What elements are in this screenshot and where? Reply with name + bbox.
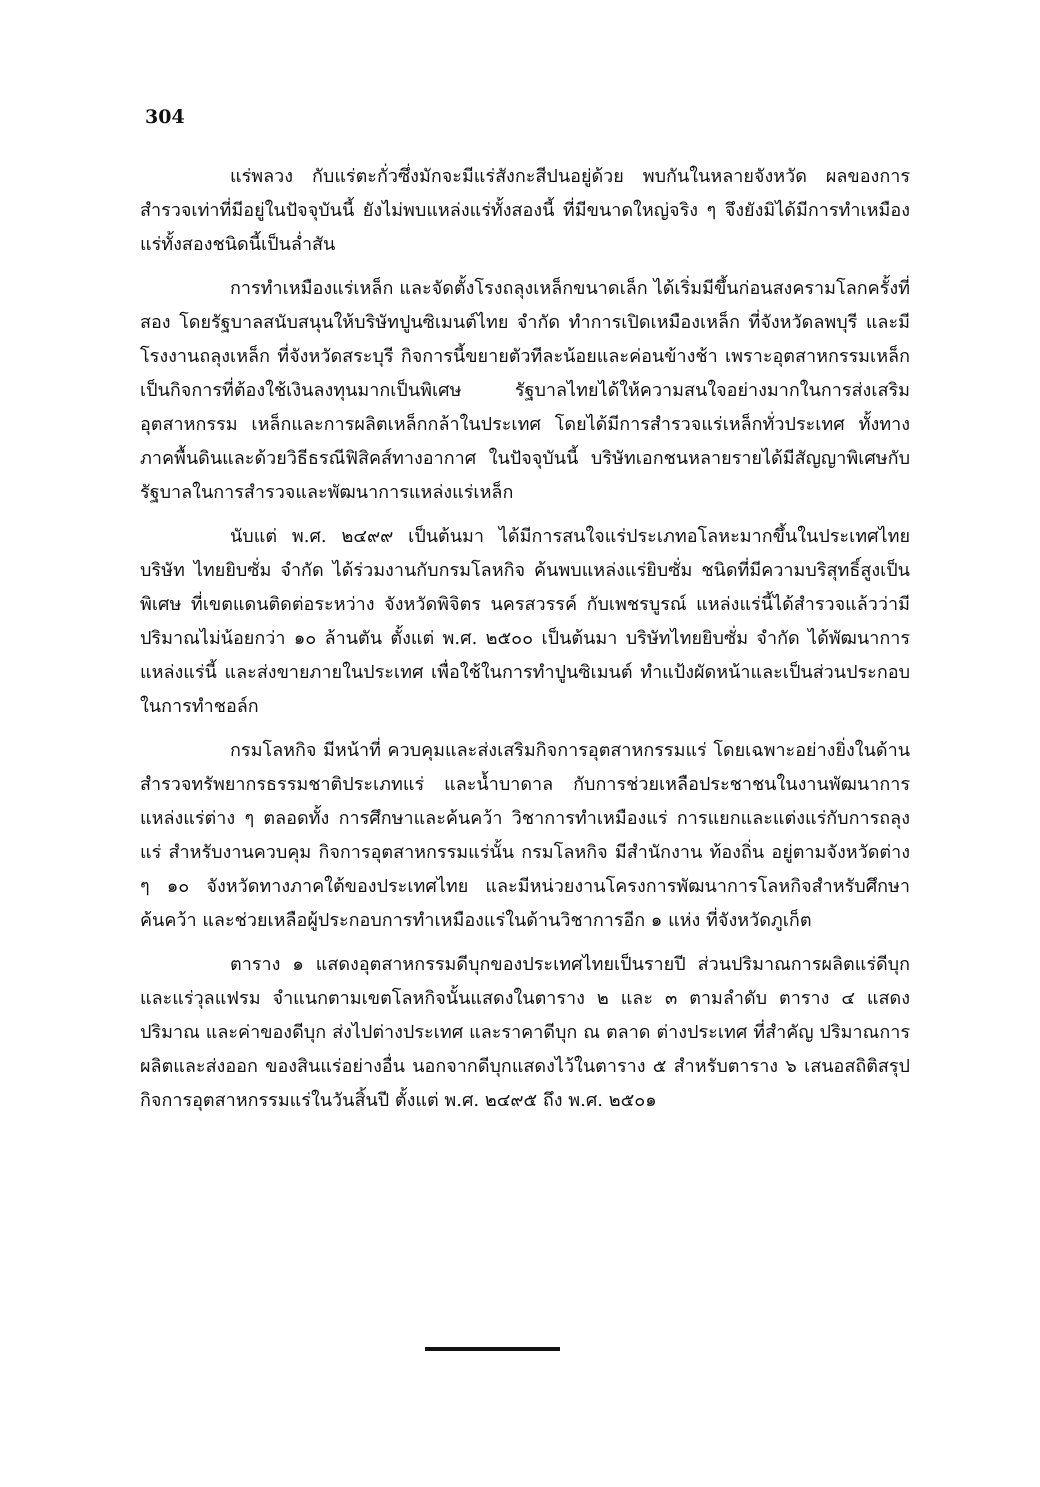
body-text — [140, 160, 910, 1118]
paragraph-department-of-mines: กรมโลหกิจ มีหน้าที่ ควบคุมและส่งเสริมกิจการอุตสาหกรรมแร่ โดยเฉพาะอย่างยิ่งในด้านสำรวจทรัพยากรธรรมชาติประเภทแร่ และน้ำบาดาล กับการช่วยเหลือประชาชนในงานพัฒนาการแหล่งแร่ต่าง ๆ ตลอดทั้ง การศึกษาและค้นคว้า วิชาการทำเหมืองแร่ การแยกและแต่งแร่กับการถลุงแร่ สำหรับงานควบคุม กิจการอุตสาหกรรมแร่นั้น กรมโลหกิจ มีสำนักงาน ท้องถิ่น อยู่ตามจังหวัดต่าง ๆ ๑๐ จังหวัดทางภาคใต้ของประเทศไทย และมีหน่วยงานโครงการพัฒนาการโลหกิจสำหรับศึกษาค้นคว้า และช่วยเหลือผู้ประกอบการทำเหมืองแร่ในด้านวิชาการอีก ๑ แห่ง ที่จังหวัดภูเก็ต — [140, 740, 910, 931]
end-of-section-rule — [425, 1347, 560, 1351]
paragraph-tables-summary: ตาราง ๑ แสดงอุตสาหกรรมดีบุกของประเทศไทยเป็นรายปี ส่วนปริมาณการผลิตแร่ดีบุก และแร่วุลแฟรม จำแนกตามเขตโลหกิจนั้นแสดงในตาราง ๒ และ ๓ ตามลำดับ ตาราง ๔ แสดงปริมาณ และค่าของดีบุก ส่งไปต่างประเทศ และราคาดีบุก ณ ตลาด ต่างประเทศ ที่สำคัญ ปริมาณการผลิตและส่งออก ของสินแร่อย่างอื่น นอกจากดีบุกแสดงไว้ในตาราง ๕ สำหรับตาราง ๖ เสนอสถิติสรุปกิจการอุตสาหกรรมแร่ในวันสิ้นปี ตั้งแต่ พ.ศ. ๒๔๙๕ ถึง พ.ศ. ๒๕๐๑ — [140, 954, 910, 1111]
paragraph-gypsum: นับแต่ พ.ศ. ๒๔๙๙ เป็นต้นมา ได้มีการสนใจแร่ประเภทอโลหะมากขึ้นในประเทศไทย บริษัท ไทยยิบซั่ม จำกัด ได้ร่วมงานกับกรมโลหกิจ ค้นพบแหล่งแร่ยิบซั่ม ชนิดที่มีความบริสุทธิ์สูงเป็นพิเศษ ที่เขตแดนติดต่อระหว่าง จังหวัดพิจิตร นครสวรรค์ กับเพชรบูรณ์ แหล่งแร่นี้ได้สำรวจแล้วว่ามีปริมาณไม่น้อยกว่า ๑๐ ล้านตัน ตั้งแต่ พ.ศ. ๒๕๐๐ เป็นต้นมา บริษัทไทยยิบซั่ม จำกัด ได้พัฒนาการแหล่งแร่นี้ และส่งขายภายในประเทศ เพื่อใช้ในการทำปูนซิเมนต์ ทำแป้งผัดหน้าและเป็นส่วนประกอบในการทำชอล์ก — [140, 526, 910, 717]
page-number: 304 — [145, 106, 185, 128]
paragraph-antimony-lead: แร่พลวง กับแร่ตะกั่วซึ่งมักจะมีแร่สังกะสีปนอยู่ด้วย พบกันในหลายจังหวัด ผลของการสำรวจเท่าที่มีอยู่ในปัจจุบันนี้ ยังไม่พบแหล่งแร่ทั้งสองนี้ ที่มีขนาดใหญ่จริง ๆ จึงยังมิได้มีการทำเหมืองแร่ทั้งสองชนิดนี้เป็นล่ำสัน — [140, 166, 910, 255]
paragraph-iron-mining: การทำเหมืองแร่เหล็ก และจัดตั้งโรงถลุงเหล็กขนาดเล็ก ได้เริ่มมีขึ้นก่อนสงครามโลกครั้งที่สอง โดยรัฐบาลสนับสนุนให้บริษัทปูนซิเมนต์ไทย จำกัด ทำการเปิดเหมืองเหล็ก ที่จังหวัดลพบุรี และมีโรงงานถลุงเหล็ก ที่จังหวัดสระบุรี กิจการนี้ขยายตัวทีละน้อยและค่อนข้างช้า เพราะอุตสาหกรรมเหล็ก เป็นกิจการที่ต้องใช้เงินลงทุนมากเป็นพิเศษ รัฐบาลไทยได้ให้ความสนใจอย่างมากในการส่งเสริมอุตสาหกรรม เหล็กและการผลิตเหล็กกล้าในประเทศ โดยได้มีการสำรวจแร่เหล็กทั่วประเทศ ทั้งทางภาคพื้นดินและด้วยวิธีธรณีฟิสิคส์ทางอากาศ ในปัจจุบันนี้ บริษัทเอกชนหลายรายได้มีสัญญาพิเศษกับรัฐบาลในการสำรวจและพัฒนาการแหล่งแร่เหล็ก — [140, 278, 910, 503]
